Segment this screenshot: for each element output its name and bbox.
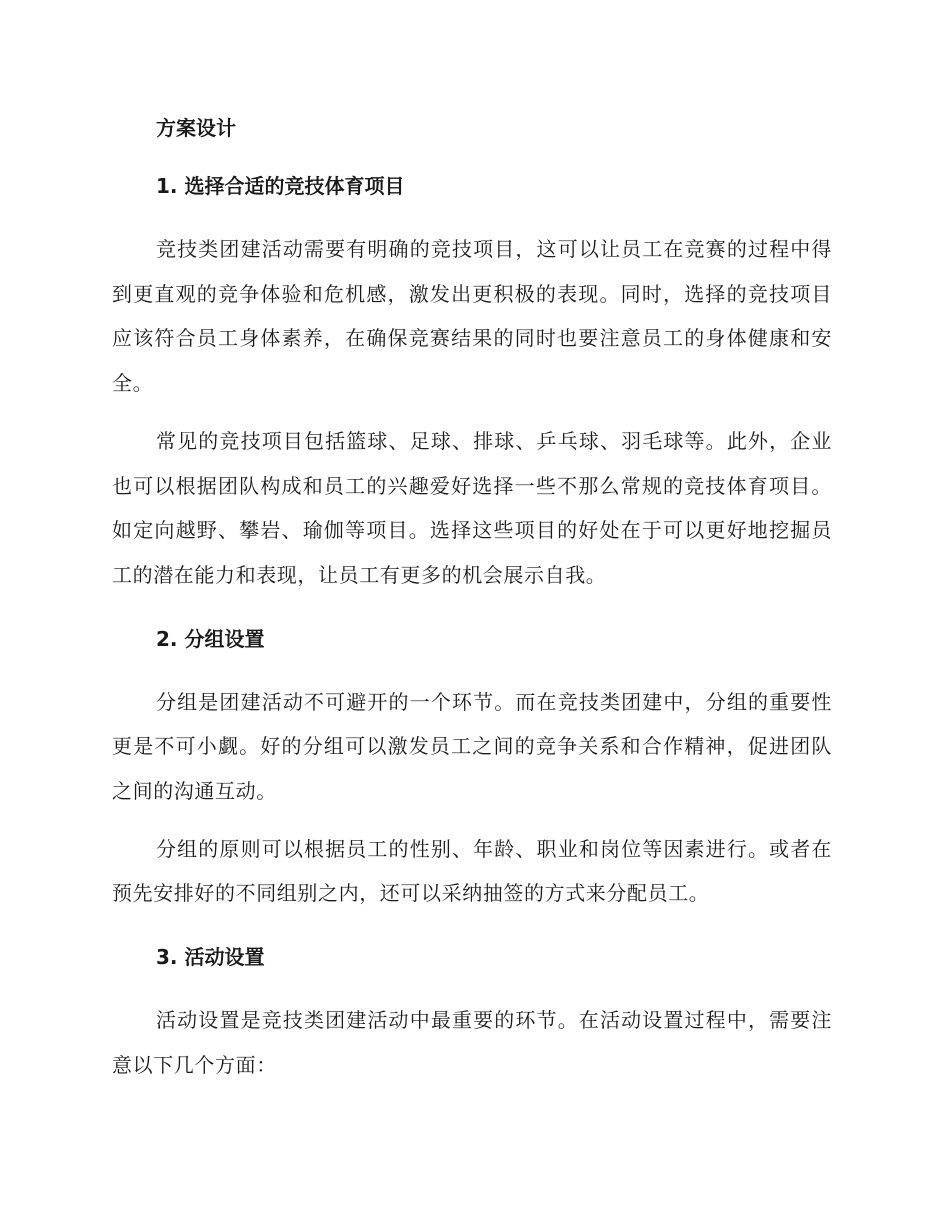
section-3-paragraph-1: 活动设置是竞技类团建活动中最重要的环节。在活动设置过程中，需要注意以下几个方面： xyxy=(112,1008,832,1077)
section-1-paragraph-1: 竞技类团建活动需要有明确的竞技项目，这可以让员工在竞赛的过程中得到更直观的竞争体验和危机感，激发出更积极的表现。同时，选择的竞技项目应该符合员工身体素养，在确保竞赛结果的同时也要注意员工的身体健康和安全。 xyxy=(112,237,832,396)
section-heading-3: 3. 活动设置 xyxy=(156,945,265,970)
section-2-paragraph-1: 分组是团建活动不可避开的一个环节。而在竞技类团建中，分组的重要性更是不可小觑。好的分组可以激发员工之间的竞争关系和合作精神，促进团队之间的沟通互动。 xyxy=(112,689,832,804)
section-1-paragraph-2: 常见的竞技项目包括篮球、足球、排球、乒乓球、羽毛球等。此外，企业也可以根据团队构成和员工的兴趣爱好选择一些不那么常规的竞技体育项目。如定向越野、攀岩、瑜伽等项目。选择这些项目的好处在于可以更好地挖掘员工的潜在能力和表现，让员工有更多的机会展示自我。 xyxy=(112,428,832,587)
section-heading-2: 2. 分组设置 xyxy=(156,626,265,651)
document-title: 方案设计 xyxy=(156,116,236,140)
section-heading-1: 1. 选择合适的竞技体育项目 xyxy=(156,174,405,198)
document-page xyxy=(112,113,832,1088)
section-2-paragraph-2: 分组的原则可以根据员工的性别、年龄、职业和岗位等因素进行。或者在预先安排好的不同组别之内，还可以采纳抽签的方式来分配员工。 xyxy=(112,836,832,906)
